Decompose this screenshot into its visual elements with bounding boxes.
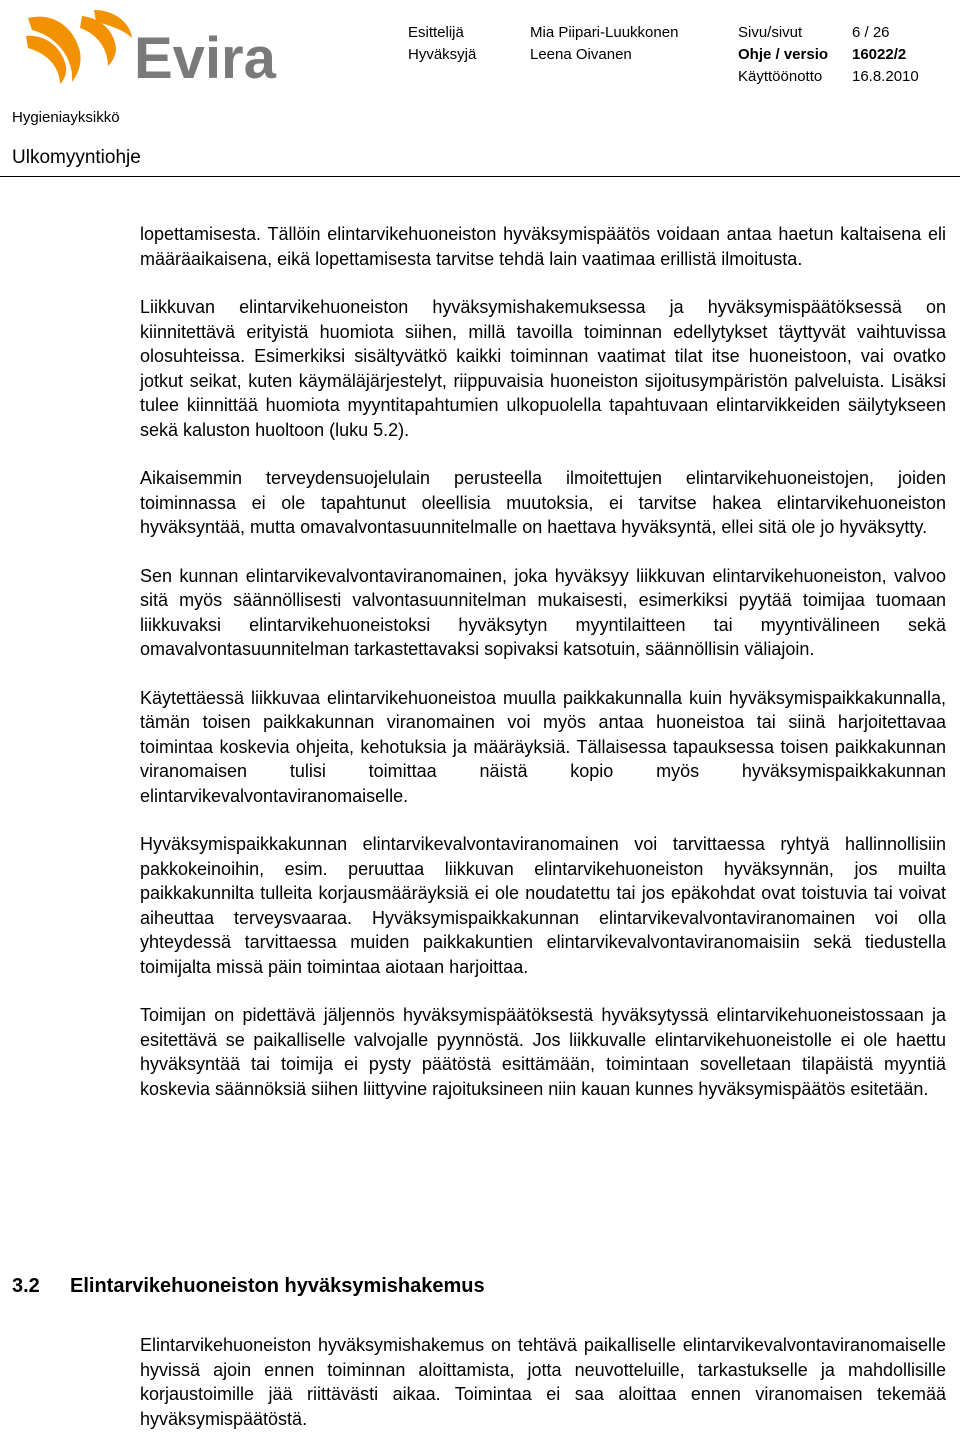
presenter-label: Esittelijä xyxy=(408,24,464,41)
in-use-label: Käyttöönotto xyxy=(738,68,823,85)
header-divider xyxy=(0,176,960,177)
section-paragraph: Elintarvikehuoneiston hyväksymishakemus on tehtävä paikalliselle elintarvikevalvontaviranomaiselle hyvissä ajoin ennen toiminnan aloittamista, jotta neuvotteluille, tarkastukselle ja mahdollisille korjaustoimille jää riittävästi aikaa. Toimintaa ei saa aloittaa ennen viranomaisen tekemää hyväksymispäätöstä. xyxy=(140,1335,946,1429)
in-use-value: 16.8.2010 xyxy=(852,68,919,85)
presenter-value: Mia Piipari-Luukkonen xyxy=(530,24,679,41)
paragraph: Hyväksymispaikkakunnan elintarvikevalvontaviranomainen voi tarvittaessa ryhtyä hallinnollisiin pakkokeinoihin, esim. peruuttaa liikkuvan elintarvikehuoneiston hyväksynnän, jos muilta paikkakunnilta tulleita korjausmääräyksiä ei ole noudatettu tai jos epäkohdat ovat toistuvia tai voivat aiheuttaa terveysvaaraa. Hyväksymispaikkakunnan elintarvikevalvontaviranomainen voi olla yhteydessä tarvittaessa muiden paikkakuntien elintarvikevalvontaviranomaisiin sekä tiedustella toimijalta missä päin toimintaa aiotaan harjoittaa. xyxy=(140,834,946,977)
body-text xyxy=(140,222,946,1125)
logo-mark xyxy=(26,10,132,84)
unit-name: Hygieniayksikkö xyxy=(12,109,120,126)
header-labels-right xyxy=(738,22,828,88)
guide-version-label: Ohje / versio xyxy=(738,46,829,63)
section-number: 3.2 xyxy=(12,1275,40,1297)
section-title: Elintarvikehuoneiston hyväksymishakemus xyxy=(70,1275,485,1297)
paragraph: Käytettäessä liikkuvaa elintarvikehuoneistoa muulla paikkakunnalla kuin hyväksymispaikkakunnalla, tämän toisen paikkakunnan viranomainen voi myös antaa huoneistoa tai siinä harjoitettavaa toimintaa koskevia ohjeita, kehotuksia ja määräyksiä. Tällaisessa tapauksessa toisen paikkakunnan viranomaisen tulisi toimittaa näistä kopio myös hyväksymispaikkakunnan elintarvikevalvontaviranomaiselle. xyxy=(140,687,946,806)
paragraph: Toimijan on pidettävä jäljennös hyväksymispäätöksestä hyväksytyssä elintarvikehuoneistossaan ja esitettävä se paikalliselle valvojalle pyynnöstä. Jos liikkuvalle elintarvikehuoneistolle ei ole haettu hyväksyntää tai toimija ei pysty päätöstä esittämään, toimintaan sovelletaan tilapäistä myyntiä koskevia säännöksiä siihen liittyvine rajoituksineen niin kauan kunnes hyväksymispäätös esitetään. xyxy=(140,1005,946,1099)
paragraph: Sen kunnan elintarvikevalvontaviranomainen, joka hyväksyy liikkuvan elintarvikehuoneiston, valvoo sitä myös säännöllisesti valvontasuunnitelman mukaisesti, esimerkiksi pyytää toimijaa tuomaan liikkuvaksi elintarvikehuoneistoksi hyväksytyn myyntilaitteen tai myyntivälineen sekä omavalvontasuunnitelman tarkastettavaksi sopivaksi katsotuin, säännöllisin väliajoin. xyxy=(140,565,946,659)
page-label: Sivu/sivut xyxy=(738,24,803,41)
header-values-right xyxy=(852,22,919,88)
approver-label: Hyväksyjä xyxy=(408,46,477,63)
header-labels-left xyxy=(408,22,476,66)
paragraph: Liikkuvan elintarvikehuoneiston hyväksymishakemuksessa ja hyväksymispäätöksessä on kiinnitettävä erityistä huomiota siihen, millä tavoilla toiminnan edellytykset täyttyvät vaihtuvissa olosuhteissa. Esimerkiksi sisältyvätkö kaikki toiminnan vaatimat tilat itse huoneistoon, vai ovatko jotkut seikat, kuten käymäläjärjestelyt, riippuvaisia huoneiston sijoitusympäristön palveluista. Lisäksi tulee kiinnittää huomiota myyntitapahtumien ulkopuolella tapahtuvaan elintarvikkeiden säilytykseen sekä kaluston huoltoon (luku 5.2). xyxy=(140,297,946,440)
guide-version-value: 16022/2 xyxy=(852,46,907,63)
approver-value: Leena Oivanen xyxy=(530,46,632,63)
section-heading xyxy=(12,1275,485,1298)
section-body xyxy=(140,1333,946,1431)
paragraph: Aikaisemmin terveydensuojelulain perusteella ilmoitettujen elintarvikehuoneistojen, joiden toiminnassa ei ole tapahtunut oleellisia muutoksia, ei tarvitse hakea elintarvikehuoneiston hyväksyntää, mutta omavalvontasuunnitelmalle on haettava hyväksyntä, ellei sitä ole jo hyväksytty. xyxy=(140,468,946,537)
document-type: Ulkomyyntiohje xyxy=(12,147,141,168)
page-value: 6 / 26 xyxy=(852,24,890,41)
evira-logo xyxy=(22,8,282,88)
header-values-left xyxy=(530,22,678,66)
logo-text: Evira xyxy=(134,26,276,88)
paragraph: lopettamisesta. Tällöin elintarvikehuoneiston hyväksymispäätös voidaan antaa haetun kaltaisena eli määräaikaisena, eikä lopettamisesta tarvitse tehdä lain vaatimaa erillistä ilmoitusta. xyxy=(140,224,946,269)
